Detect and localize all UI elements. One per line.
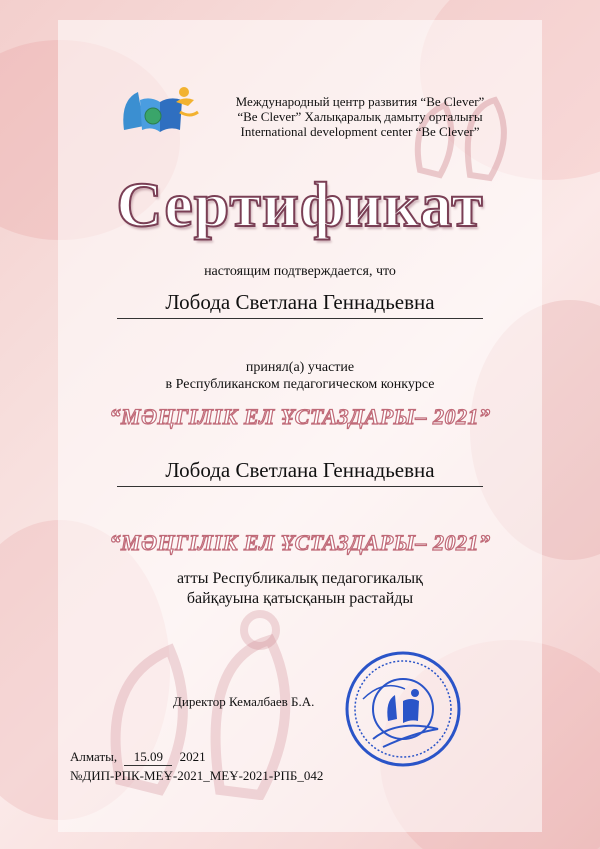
recipient-name-repeat: Лобода Светлана Геннадьевна: [165, 458, 435, 482]
contest-name-repeat: “МӘҢГІЛІК ЕЛ ҰСТАЗДАРЫ– 2021”: [109, 530, 491, 555]
certificate-title: Сертификат: [116, 169, 484, 240]
kz-text-line-2: байқауына қатысқанын растайды: [186, 590, 414, 607]
recipient-name: Лобода Светлана Геннадьевна: [165, 290, 435, 314]
name-underline: [117, 318, 483, 319]
participation-line-2: в Республиканском педагогическом конкурсе: [165, 377, 435, 392]
place-and-date: [70, 749, 206, 766]
participation-line-1: принял(а) участие: [245, 360, 355, 375]
org-name-kz: “Be Clever” Халықаралық дамыту орталығы: [237, 109, 483, 124]
official-seal-icon: [343, 649, 463, 769]
org-name-en: International development center “Be Clever”: [240, 124, 480, 139]
name-underline: [117, 486, 483, 487]
org-name-ru: Международный центр развития “Be Clever”: [235, 94, 485, 109]
confirm-text: настоящим подтверждается, что: [204, 264, 396, 279]
contest-name: “МӘҢГІЛІК ЕЛ ҰСТАЗДАРЫ– 2021”: [109, 404, 491, 429]
city: Алматы,: [70, 749, 118, 764]
director-signature-line: Директор Кемалбаев Б.А.: [173, 694, 315, 709]
date: 15.09: [124, 749, 172, 766]
be-clever-logo-icon: [118, 82, 200, 144]
document-number: №ДИП-РПК-МЕҰ-2021_МЕҰ-2021-РПБ_042: [70, 768, 324, 783]
organization-names: [220, 94, 500, 139]
kz-text-line-1: атты Республикалық педагогикалық: [177, 570, 423, 587]
year: 2021: [179, 749, 206, 764]
